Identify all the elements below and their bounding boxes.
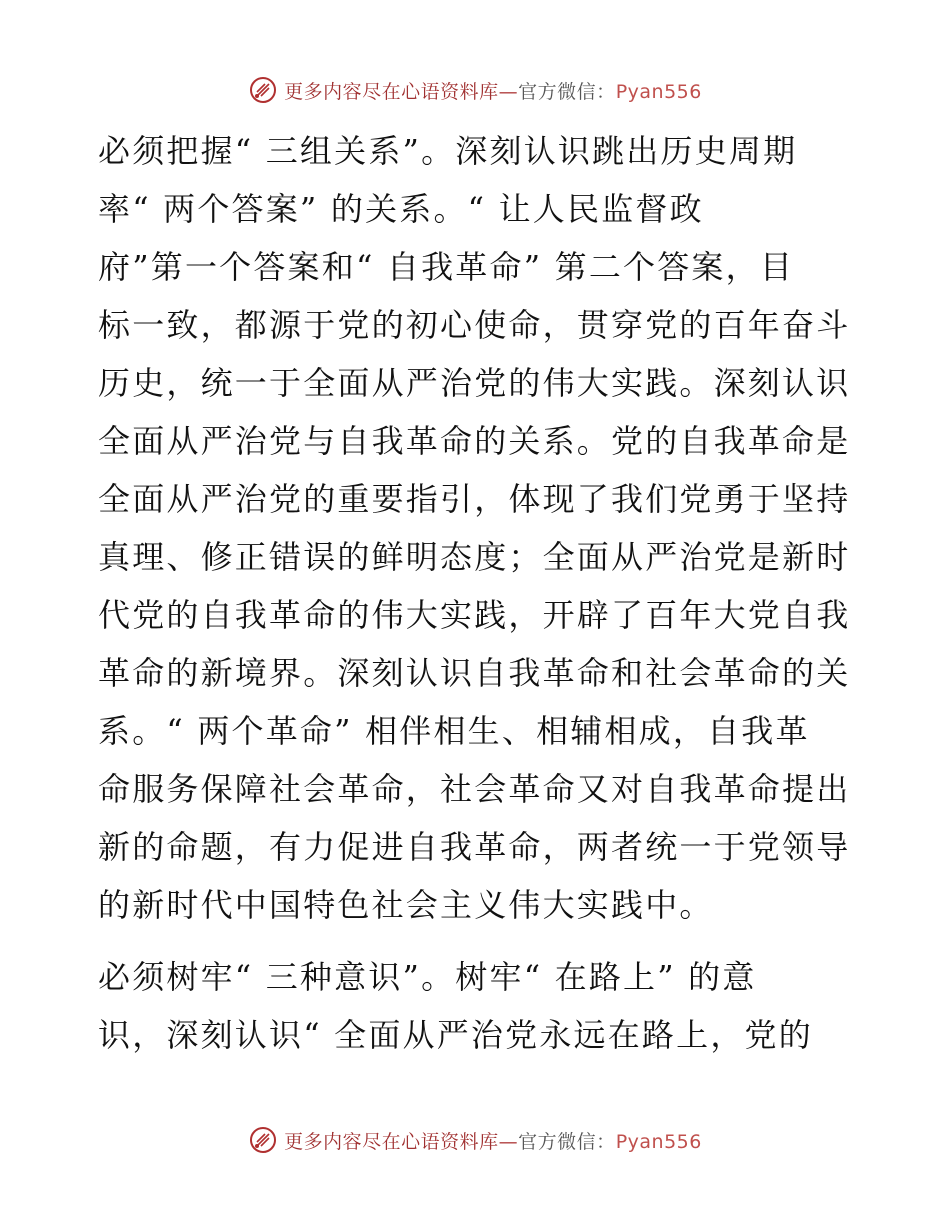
text-line: 必须树牢“ 三种意识”。树牢“ 在路上” 的意 [98, 958, 757, 996]
text-line: 的新时代中国特色社会主义伟大实践中。 [98, 886, 714, 924]
text-line: 代党的自我革命的伟大实践，开辟了百年大党自我 [98, 596, 851, 634]
watermark-id: Pyan556 [615, 1130, 702, 1153]
watermark-text [284, 77, 702, 104]
text-line: 历史，统一于全面从严治党的伟大实践。深刻认识 [98, 364, 851, 402]
quill-logo-icon [248, 1125, 278, 1155]
watermark-main: 更多内容尽在心语资料库 [284, 80, 499, 103]
footer-watermark [0, 1120, 950, 1160]
paragraph-1 [98, 122, 854, 934]
text-line: 府”第一个答案和“ 自我革命” 第二个答案，目 [98, 248, 795, 286]
text-line: 真理、修正错误的鲜明态度；全面从严治党是新时 [98, 538, 851, 576]
text-line: 系。“ 两个革命” 相伴相生、相辅相成，自我革 [98, 712, 810, 750]
paragraph-2 [98, 948, 854, 1064]
watermark-label: 官方微信： [518, 80, 616, 103]
paragraph-spacer [98, 934, 854, 948]
watermark-main: 更多内容尽在心语资料库 [284, 1130, 499, 1153]
text-line: 率“ 两个答案” 的关系。“ 让人民监督政 [98, 190, 704, 228]
text-line: 革命的新境界。深刻认识自我革命和社会革命的关 [98, 654, 851, 692]
text-line: 标一致，都源于党的初心使命，贯穿党的百年奋斗 [98, 306, 851, 344]
header-watermark [0, 70, 950, 110]
text-line: 新的命题，有力促进自我革命，两者统一于党领导 [98, 828, 851, 866]
text-line: 全面从严治党与自我革命的关系。党的自我革命是 [98, 422, 851, 460]
watermark-separator: — [498, 80, 519, 103]
watermark-text [284, 1127, 702, 1154]
text-line: 识，深刻认识“ 全面从严治党永远在路上，党的 [98, 1016, 813, 1054]
watermark-separator: — [498, 1130, 519, 1153]
quill-logo-icon [248, 75, 278, 105]
text-line: 必须把握“ 三组关系”。深刻认识跳出历史周期 [98, 132, 798, 170]
text-line: 命服务保障社会革命，社会革命又对自我革命提出 [98, 770, 851, 808]
watermark-id: Pyan556 [615, 80, 702, 103]
watermark-label: 官方微信： [518, 1130, 616, 1153]
document-body [98, 122, 854, 1064]
text-line: 全面从严治党的重要指引，体现了我们党勇于坚持 [98, 480, 851, 518]
